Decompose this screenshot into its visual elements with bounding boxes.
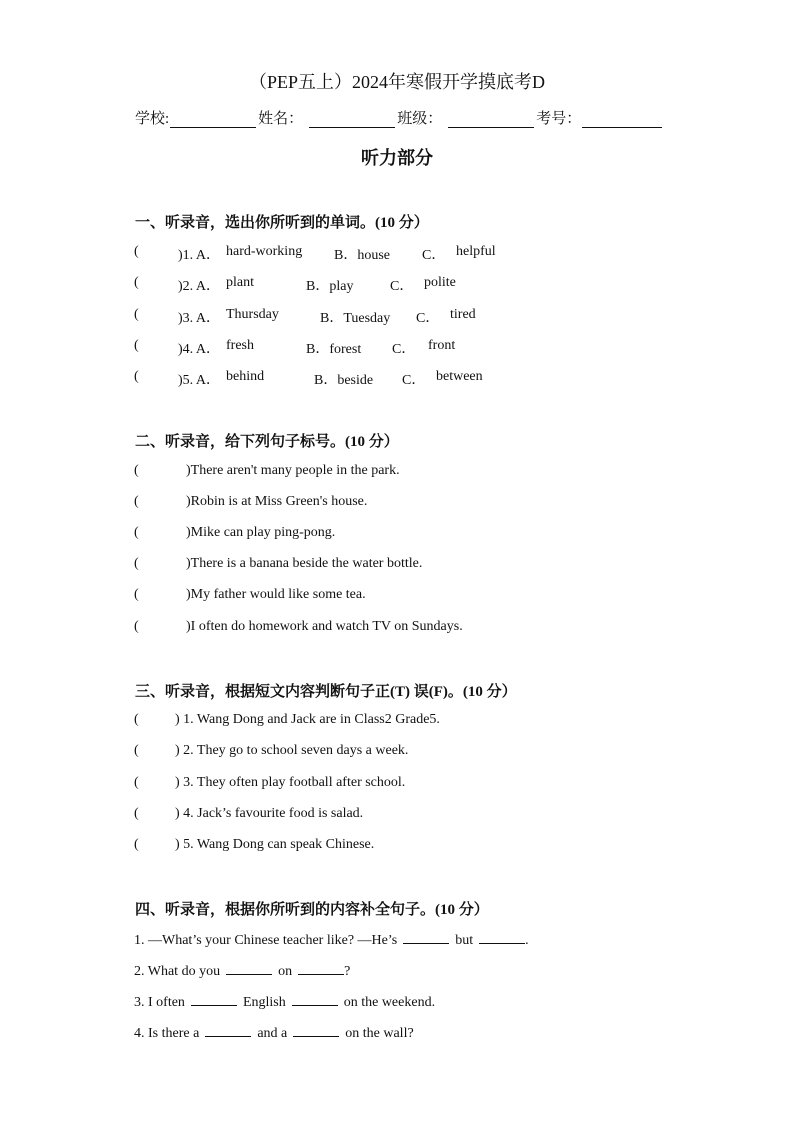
- section4-heading: 四、听录音，根据你所听到的内容补全句子。(10 分）: [135, 902, 489, 918]
- s2-item-6: ( )I often do homework and watch TV on Sundays.: [134, 619, 463, 634]
- s2-item-1: ( )There aren't many people in the park.: [134, 463, 400, 478]
- page-title: （PEP五上）2024年寒假开学摸底考D: [248, 72, 545, 92]
- s2-item-3: ( )Mike can play ping-pong.: [134, 525, 336, 540]
- answer-blank[interactable]: [298, 962, 344, 975]
- answer-blank[interactable]: [293, 1024, 339, 1037]
- s4-item-4: 4. Is there a and a on the wall?: [134, 1026, 414, 1041]
- s3-item-5: ( ) 5. Wang Dong can speak Chinese.: [134, 837, 375, 852]
- number-blank[interactable]: [582, 113, 662, 128]
- name-label: 姓名：: [258, 111, 304, 127]
- s2-item-5: ( )My father would like some tea.: [134, 587, 366, 602]
- answer-blank[interactable]: [479, 931, 525, 944]
- section2-heading: 二、听录音，给下列句子标号。(10 分）: [135, 434, 399, 450]
- number-label: 考号：: [536, 111, 582, 127]
- name-blank[interactable]: [309, 113, 395, 128]
- s4-item-2: 2. What do you on ?: [134, 964, 351, 979]
- school-blank[interactable]: [170, 113, 256, 128]
- s1-item-2: ( )2. A． plant B．play C． polite: [134, 275, 456, 294]
- answer-blank[interactable]: [226, 962, 272, 975]
- section1-heading: 一、听录音，选出你所听到的单词。(10 分）: [135, 215, 429, 231]
- s4-item-3: 3. I often English on the weekend.: [134, 995, 436, 1010]
- s4-item-1: 1. —What’s your Chinese teacher like? —He’s but .: [134, 933, 529, 948]
- student-info-line: [135, 107, 664, 128]
- answer-blank[interactable]: [205, 1024, 251, 1037]
- answer-blank[interactable]: [403, 931, 449, 944]
- s1-item-5: ( )5. A． behind B．beside C． between: [134, 369, 483, 388]
- s3-item-4: ( ) 4. Jack’s favourite food is salad.: [134, 806, 364, 821]
- class-label: 班级：: [397, 111, 443, 127]
- section-subtitle: 听力部分: [361, 148, 433, 168]
- s3-item-2: ( ) 2. They go to school seven days a week.: [134, 743, 409, 758]
- s3-item-3: ( ) 3. They often play football after school.: [134, 775, 406, 790]
- s2-item-2: ( )Robin is at Miss Green's house.: [134, 494, 368, 509]
- answer-blank[interactable]: [191, 993, 237, 1006]
- s1-item-4: ( )4. A． fresh B．forest C． front: [134, 338, 456, 357]
- s3-item-1: ( ) 1. Wang Dong and Jack are in Class2 Grade5.: [134, 712, 440, 727]
- s1-item-3: ( )3. A． Thursday B．Tuesday C． tired: [134, 307, 476, 326]
- answer-blank[interactable]: [292, 993, 338, 1006]
- s2-item-4: ( )There is a banana beside the water bottle.: [134, 556, 423, 571]
- section3-heading: 三、听录音，根据短文内容判断句子正(T) 误(F)。(10 分）: [135, 684, 517, 700]
- school-label: 学校:: [135, 111, 170, 127]
- s1-item-1: ( )1. A． hard-working B．house C． helpful: [134, 244, 496, 263]
- class-blank[interactable]: [448, 113, 534, 128]
